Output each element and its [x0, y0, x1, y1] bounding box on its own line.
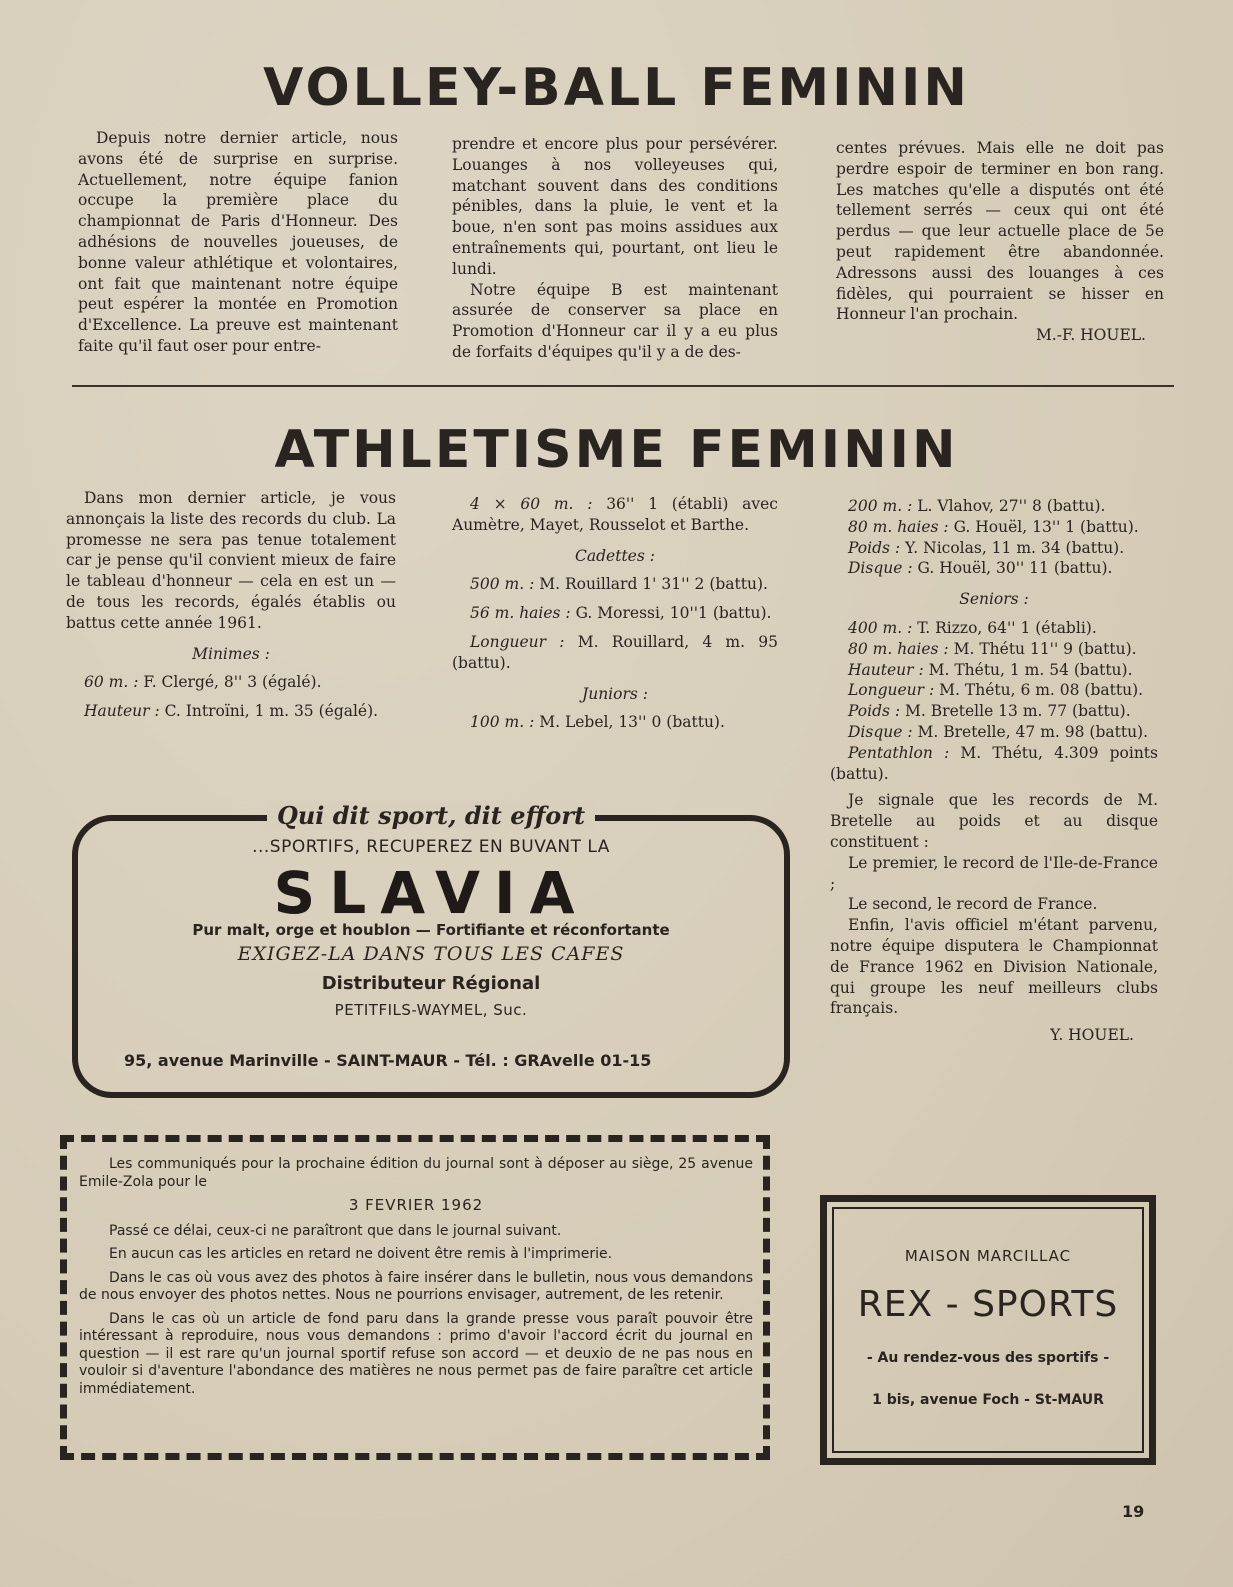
volley-column-3 [836, 138, 1164, 346]
record-row: Hauteur : M. Thétu, 1 m. 54 (battu). [848, 660, 1133, 679]
record-row: Poids : M. Bretelle 13 m. 77 (battu). [848, 702, 1131, 721]
athle-paragraph: Le premier, le record de l'Ile-de-France ; [830, 853, 1158, 893]
notice-paragraph: Dans le cas où un article de fond paru dans la grande presse vous paraît pouvoir être intéressant à reproduire, nous vous demandons : primo d'avoir l'accord écrit du journal en question — il est rare qu'un journal sportif refuse son accord — et deuxio de ne pas nous en vouloir si d'aventure l'abondance des matières ne nous permet pas de faire paraître cet article immédiatement. [79, 1310, 753, 1397]
section-divider [72, 385, 1174, 387]
record-row: Poids : Y. Nicolas, 11 m. 34 (battu). [848, 538, 1125, 557]
slavia-tagline: ...SPORTIFS, RECUPEREZ EN BUVANT LA [252, 837, 610, 857]
athle-title: ATHLETISME FEMININ [274, 420, 959, 480]
slavia-brand: SLAVIA [273, 859, 589, 927]
record-row: Hauteur : C. Introïni, 1 m. 35 (égalé). [84, 702, 379, 721]
record-row: 56 m. haies : G. Moressi, 10''1 (battu). [470, 604, 772, 623]
slavia-distributor-label: Distributeur Régional [321, 973, 541, 994]
volley-paragraph: Notre équipe B est maintenant assurée de conserver sa place en Promotion d'Honneur car il y a eu plus de forfaits d'équipes qu'il y a de des- [452, 280, 778, 361]
athle-paragraph: Enfin, l'avis officiel m'étant parvenu, notre équipe disputera le Championnat de France 1962 en Division Nationale, qui groupe les neuf meilleurs clubs français. [830, 916, 1158, 1018]
volley-paragraph: prendre et encore plus pour persévérer. Louanges à nos volleyeuses qui, matchant souvent dans des conditions pénibles, dans la pluie, le vent et la boue, n'en sont pas moins assidues aux entraînements qui, pourtant, ont lieu le lundi. [452, 135, 778, 278]
athle-column-3 [830, 496, 1158, 1046]
volley-signature: M.-F. HOUEL. [1035, 326, 1146, 345]
record-row: 80 m. haies : M. Thétu 11'' 9 (battu). [848, 639, 1137, 658]
rex-company: MAISON MARCILLAC [904, 1247, 1072, 1265]
volley-paragraph: Depuis notre dernier article, nous avons été de surprise en surprise. Actuellement, notre équipe fanion occupe la première place du championnat de Paris d'Honneur. Des adhésions de nouvelles joueuses, de bonne valeur athlétique et volontaires, ont fait que maintenant notre équipe peut espérer la montée en Promotion d'Excellence. La preuve est maintenant faite qu'il faut oser pour entre- [78, 129, 398, 355]
record-row: 80 m. haies : G. Houël, 13'' 1 (battu). [848, 517, 1139, 536]
record-row: Disque : M. Bretelle, 47 m. 98 (battu). [848, 722, 1149, 741]
athle-paragraph: Le second, le record de France. [848, 895, 1098, 914]
rex-sports-advertisement [820, 1195, 1156, 1465]
volley-column-1 [78, 128, 398, 357]
record-row: Disque : G. Houël, 30'' 11 (battu). [848, 559, 1113, 578]
notice-paragraph: Les communiqués pour la prochaine édition du journal sont à déposer au siège, 25 avenue Emile-Zola pour le [79, 1156, 753, 1190]
notice-paragraph: Dans le cas où vous avez des photos à faire insérer dans le bulletin, nous vous demandons de nous envoyer des photos nettes. Nous ne pourrions envisager, autrement, de les retenir. [79, 1269, 753, 1303]
volley-paragraph: centes prévues. Mais elle ne doit pas perdre espoir de terminer en bon rang. Les matches qu'elle a disputés ont été tellement serrés — ceux qui ont été perdus — que leur actuelle place de 5e peut rapidement être abandonnée. Adressons aussi des louanges à ces fidèles, qui pourraient se hisser en Honneur l'an prochain. [836, 139, 1164, 324]
category-minimes: Minimes : [192, 644, 270, 663]
volley-title: VOLLEY-BALL FEMININ [263, 58, 970, 118]
record-row: Longueur : M. Rouillard, 4 m. 95 (battu). [452, 632, 779, 672]
notice-deadline: 3 FEVRIER 1962 [348, 1196, 484, 1214]
category-seniors: Seniors : [959, 590, 1029, 609]
slavia-description: Pur malt, orge et houblon — Fortifiante et réconfortante [192, 921, 670, 939]
slavia-advertisement [72, 801, 790, 1098]
athle-column-2 [452, 494, 778, 741]
notice-paragraph: Passé ce délai, ceux-ci ne paraîtront que dans le journal suivant. [109, 1222, 562, 1239]
editorial-notice [60, 1135, 770, 1460]
record-row: 4 × 60 m. : 36'' 1 (établi) avec Aumètre, Mayet, Rousselot et Barthe. [452, 495, 778, 534]
athle-paragraph: Je signale que les records de M. Bretelle au poids et au disque constituent : [830, 791, 1158, 851]
record-row: 400 m. : T. Rizzo, 64'' 1 (établi). [848, 618, 1097, 637]
category-juniors: Juniors : [582, 684, 648, 703]
record-row: 100 m. : M. Lebel, 13'' 0 (battu). [470, 713, 725, 732]
record-row: Pentathlon : M. Thétu, 4.309 points (battu). [830, 743, 1158, 783]
slavia-slogan: Qui dit sport, dit effort [78, 801, 784, 830]
rex-brand: REX - SPORTS [857, 1284, 1119, 1325]
rex-address: 1 bis, avenue Foch - St-MAUR [872, 1392, 1104, 1408]
athle-signature: Y. HOUEL. [1050, 1026, 1134, 1045]
rex-tagline: - Au rendez-vous des sportifs - [866, 1350, 1110, 1366]
athle-column-1 [66, 488, 396, 730]
slavia-distributor-name: PETITFILS-WAYMEL, Suc. [334, 1001, 528, 1019]
record-row: 200 m. : L. Vlahov, 27'' 8 (battu). [848, 497, 1106, 515]
record-row: 60 m. : F. Clergé, 8'' 3 (égalé). [84, 673, 322, 692]
slavia-address: 95, avenue Marinville - SAINT-MAUR - Tél. : GRAvelle 01-15 [118, 1051, 758, 1070]
category-cadettes: Cadettes : [575, 546, 655, 565]
page-number: 19 [1122, 1502, 1145, 1521]
slavia-call-to-action: EXIGEZ-LA DANS TOUS LES CAFES [237, 943, 625, 965]
volley-column-2 [452, 134, 778, 363]
record-row: 500 m. : M. Rouillard 1' 31'' 2 (battu). [470, 575, 768, 594]
notice-paragraph: En aucun cas les articles en retard ne doivent être remis à l'imprimerie. [109, 1246, 613, 1262]
athle-intro: Dans mon dernier article, je vous annonçais la liste des records du club. La promesse ne sera pas tenue totalement car je pense qu'il convient mieux de faire le tableau d'honneur — cela en est un — de tous les records, égalés établis ou battus cette année 1961. [66, 489, 396, 632]
record-row: Longueur : M. Thétu, 6 m. 08 (battu). [848, 681, 1144, 700]
